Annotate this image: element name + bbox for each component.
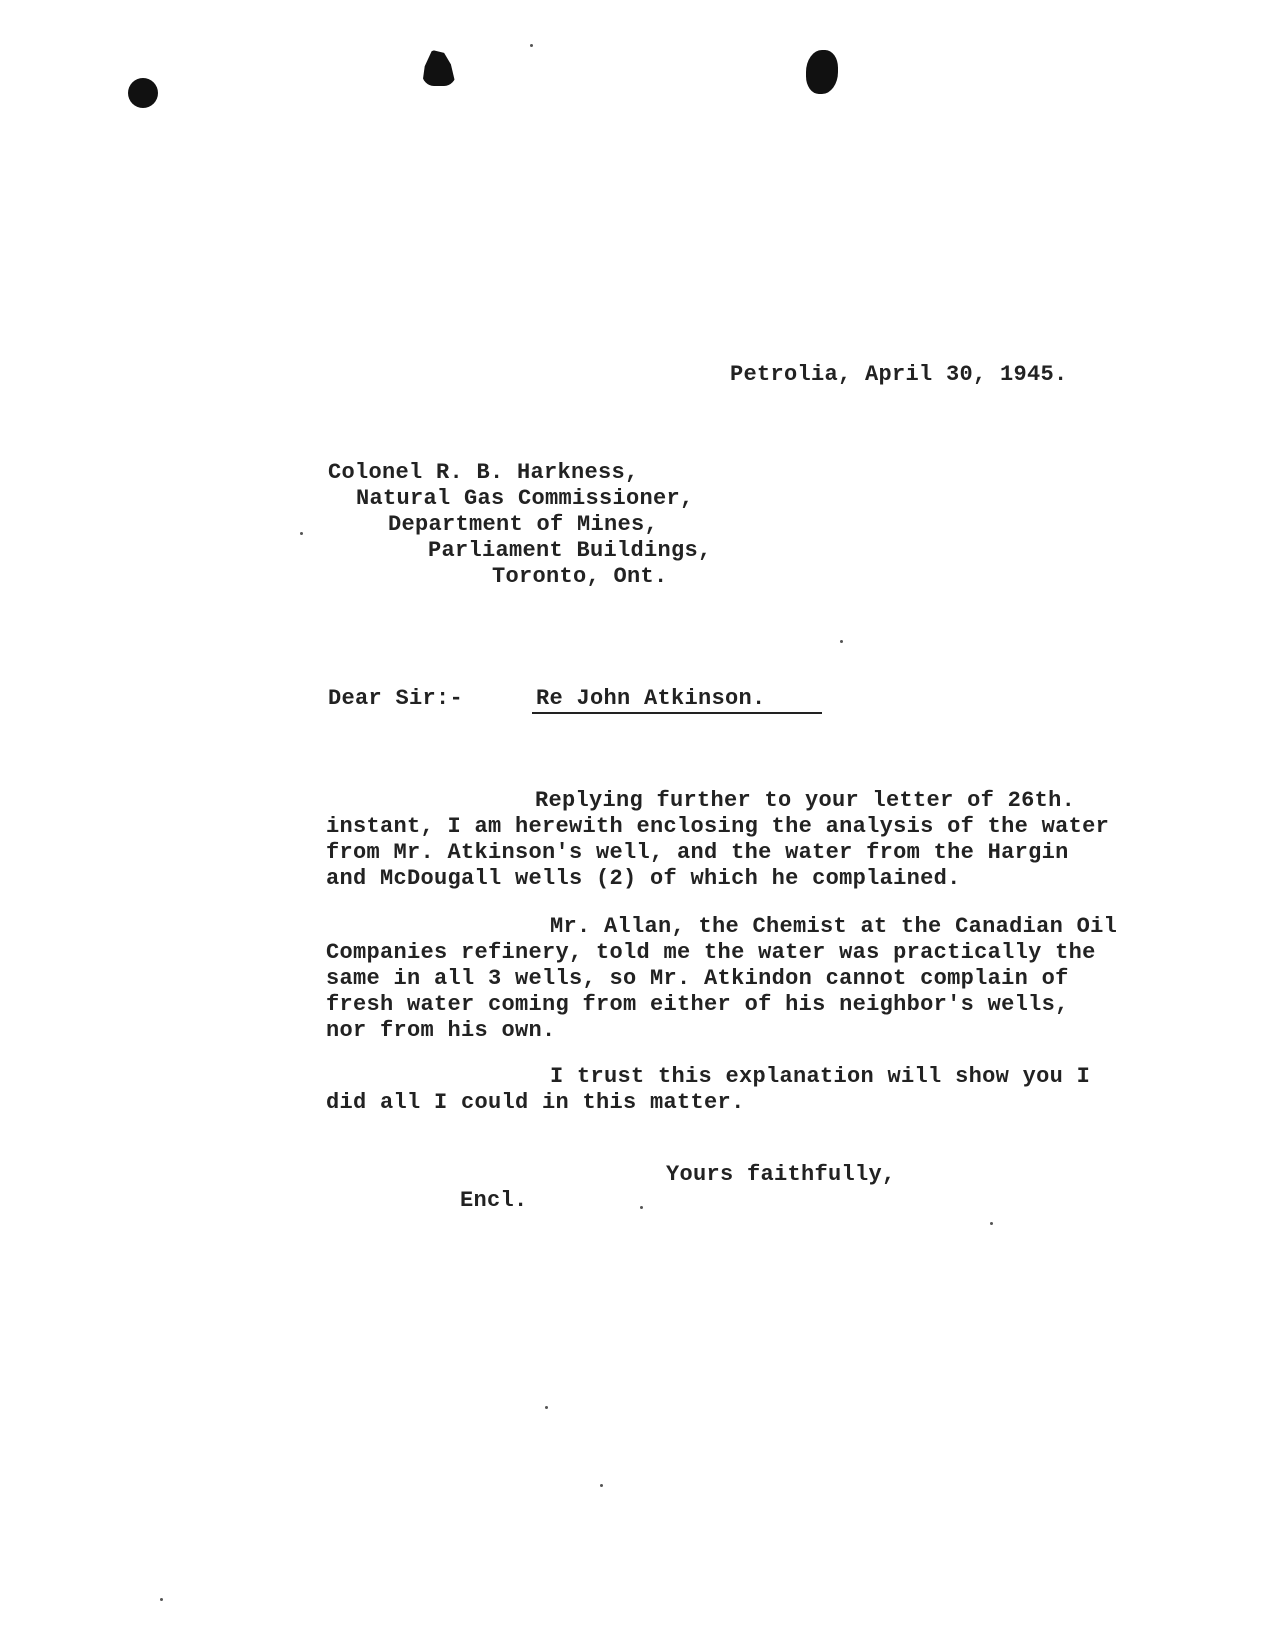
- paragraph-line: I trust this explanation will show you I: [550, 1064, 1091, 1089]
- paper-speck: [600, 1484, 603, 1487]
- paragraph-line: same in all 3 wells, so Mr. Atkindon cannot complain of: [326, 966, 1069, 991]
- recipient-line: Parliament Buildings,: [428, 538, 712, 563]
- paragraph-line: Mr. Allan, the Chemist at the Canadian Oil: [550, 914, 1118, 939]
- recipient-line: Natural Gas Commissioner,: [356, 486, 694, 511]
- paragraph-line: Companies refinery, told me the water was practically the: [326, 940, 1096, 965]
- paragraph-line: nor from his own.: [326, 1018, 556, 1043]
- punch-hole-mark: [422, 50, 456, 86]
- paper-speck: [840, 640, 843, 643]
- paragraph-line: from Mr. Atkinson's well, and the water from the Hargin: [326, 840, 1069, 865]
- subject-line: Re John Atkinson.: [536, 686, 766, 711]
- recipient-line: Toronto, Ont.: [492, 564, 668, 589]
- paper-speck: [160, 1598, 163, 1601]
- punch-hole-mark: [128, 78, 158, 108]
- dateline: Petrolia, April 30, 1945.: [730, 362, 1068, 387]
- closing: Yours faithfully,: [666, 1162, 896, 1187]
- paragraph-line: Replying further to your letter of 26th.: [535, 788, 1076, 813]
- recipient-line: Department of Mines,: [388, 512, 659, 537]
- paper-speck: [530, 44, 533, 47]
- salutation: Dear Sir:-: [328, 686, 464, 711]
- subject-underline: [532, 712, 822, 714]
- paragraph-line: did all I could in this matter.: [326, 1090, 745, 1115]
- paper-speck: [545, 1406, 548, 1409]
- paragraph-line: instant, I am herewith enclosing the analysis of the water: [326, 814, 1110, 839]
- paper-speck: [640, 1206, 643, 1209]
- paragraph-line: fresh water coming from either of his neighbor's wells,: [326, 992, 1069, 1017]
- punch-hole-mark: [806, 50, 838, 94]
- recipient-line: Colonel R. B. Harkness,: [328, 460, 639, 485]
- enclosure-note: Encl.: [460, 1188, 528, 1213]
- paragraph-line: and McDougall wells (2) of which he complained.: [326, 866, 961, 891]
- paper-speck: [300, 532, 303, 535]
- paper-speck: [990, 1222, 993, 1225]
